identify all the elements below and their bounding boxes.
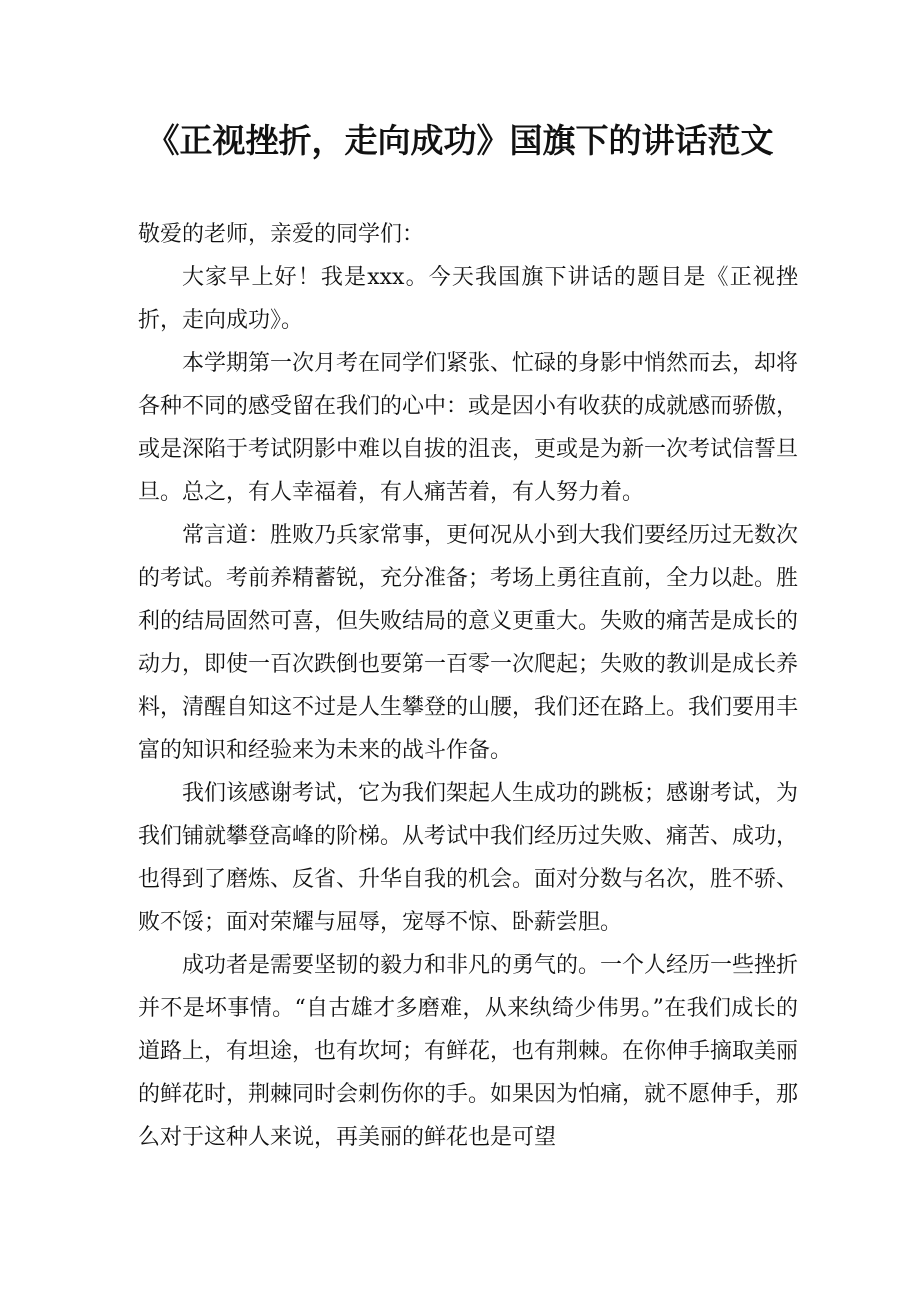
paragraph-3: 常言道：胜败乃兵家常事，更何况从小到大我们要经历过无数次的考试。考前养精蓄锐，充分准备；考场上勇往直前，全力以赴。胜利的结局固然可喜，但失败结局的意义更重大。失败的痛苦是成长的动力，即使一百次跌倒也要第一百零一次爬起；失败的教训是成长养料，清醒自知这不过是人生攀登的山腰，我们还在路上。我们要用丰富的知识和经验来为未来的战斗作备。 xyxy=(138,523,799,763)
document-title: 《正视挫折，走向成功》国旗下的讲话范文 xyxy=(146,121,774,160)
paragraph-2: 本学期第一次月考在同学们紧张、忙碌的身影中悄然而去，却将各种不同的感受留在我们的心中：或是因小有收获的成就感而骄傲，或是深陷于考试阴影中难以自拔的沮丧，更或是为新一次考试信誓旦旦。总之，有人幸福着，有人痛苦着，有人努力着。 xyxy=(138,351,799,505)
salutation: 敬爱的老师，亲爱的同学们： xyxy=(138,222,425,247)
paragraph-1: 大家早上好！我是xxx。今天我国旗下讲话的题目是《正视挫折，走向成功》。 xyxy=(138,265,798,333)
paragraph-5: 成功者是需要坚韧的毅力和非凡的勇气的。一个人经历一些挫折并不是坏事情。“自古雄才多磨难，从来纨绮少伟男。”在我们成长的道路上，有坦途，也有坎坷；有鲜花，也有荆棘。在你伸手摘取美丽的鲜花时，荆棘同时会刺伤你的手。如果因为怕痛，就不愿伸手，那么对于这种人来说，再美丽的鲜花也是可望 xyxy=(138,953,799,1150)
paragraph-4: 我们该感谢考试，它为我们架起人生成功的跳板；感谢考试，为我们铺就攀登高峰的阶梯。从考试中我们经历过失败、痛苦、成功，也得到了磨炼、反省、升华自我的机会。面对分数与名次，胜不骄、败不馁；面对荣耀与屈辱，宠辱不惊、卧薪尝胆。 xyxy=(138,781,799,935)
document-body xyxy=(138,213,798,1159)
